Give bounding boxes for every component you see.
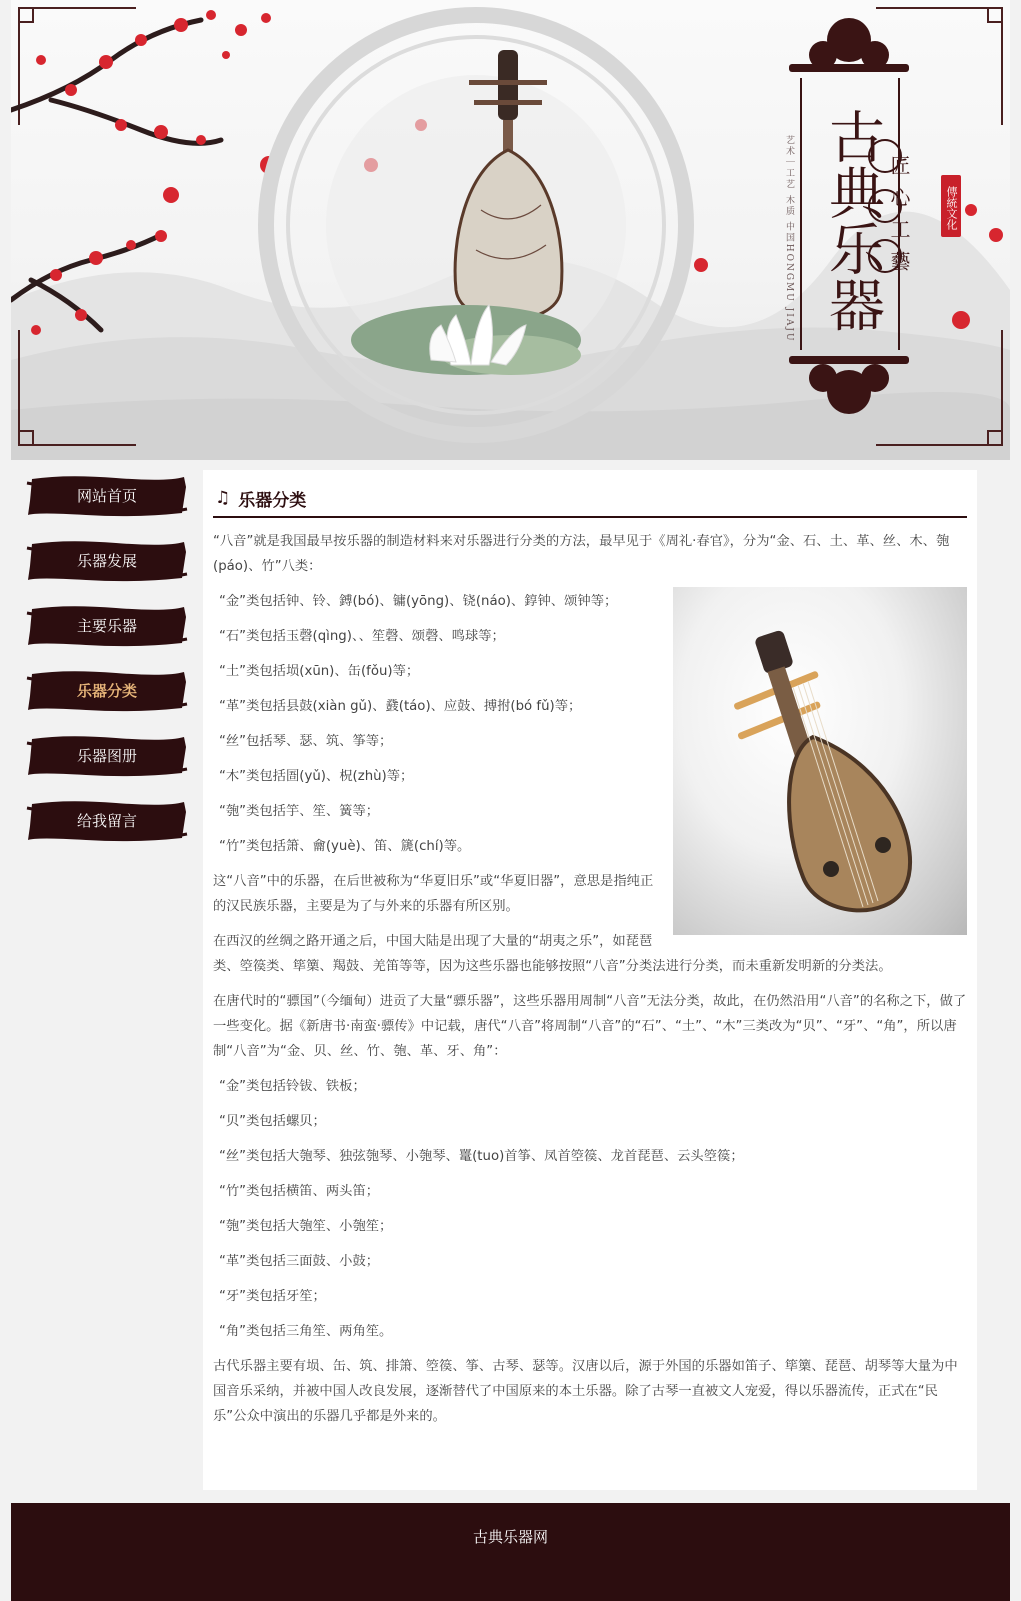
music-note-icon: ♫ — [215, 488, 231, 508]
tang-item-bamboo: “竹”类包括横笛、两头笛； — [219, 1184, 380, 1199]
header-banner — [11, 0, 1010, 460]
tang-item-ivory: “牙”类包括牙笙； — [219, 1289, 326, 1304]
section-title: 乐器分类 — [238, 490, 307, 511]
bayin-item-earth: “土”类包括埙(xūn)、缶(fǒu)等； — [219, 664, 420, 679]
tang-item-shell: “贝”类包括螺贝； — [219, 1114, 326, 1129]
red-seal-stamp: 傳統文化 — [941, 175, 961, 237]
brand-block — [784, 20, 911, 440]
sidebar-item-label: 给我留言 — [76, 812, 137, 830]
sidebar-item-label: 乐器图册 — [76, 747, 137, 765]
article-body — [213, 529, 967, 1429]
bayin-item-gourd: “匏”类包括竽、笙、簧等； — [219, 804, 380, 819]
sidebar-item-guestbook[interactable] — [26, 798, 188, 844]
sidebar-item-label: 主要乐器 — [76, 617, 137, 635]
sidebar-item-main-instruments[interactable] — [26, 603, 188, 649]
bayin-item-stone: “石”类包括玉磬(qìng)、、笙磬、颂磬、鸣球等； — [219, 629, 505, 644]
paragraph-tang: 在唐代时的“骠国”（今缅甸）进贡了大量“骠乐器”，这些乐器用周制“八音”无法分类，故此，在仍然沿用“八音”的名称之下，做了一些变化。据《新唐书·南蛮·骠传》中记载，唐代“八音”将周制“八音”的“石”、“土”、“木”三类改为“贝”、“牙”、“角”，所以唐制“八音”为“金、贝、丝、竹、匏、革、牙、角”： — [213, 994, 967, 1059]
site-logo-title: 古典乐器 — [820, 108, 885, 332]
pipa-photo — [673, 587, 967, 935]
bayin-item-silk: “丝”包括琴、瑟、筑、筝等； — [219, 734, 393, 749]
bayin-item-metal: “金”类包括钟、铃、鎛(bó)、镛(yōng)、铙(náo)、錞钟、颂钟等； — [219, 594, 618, 609]
sidebar-item-gallery[interactable] — [26, 733, 188, 779]
sidebar-item-label: 乐器分类 — [76, 682, 137, 700]
paragraph-huaxia: 这“八音”中的乐器，在后世被称为“华夏旧乐”或“华夏旧器”，意思是指纯正的汉民族乐器，主要是为了与外来的乐器有所区别。 — [213, 874, 654, 914]
site-logo-subtitle: 匠心工藝 — [887, 155, 911, 283]
bayin-item-bamboo: “竹”类包括箫、龠(yuè)、笛、篪(chí)等。 — [219, 839, 471, 854]
bayin-item-wood: “木”类包括圄(yǔ)、柷(zhù)等； — [219, 769, 414, 784]
paragraph-silk-road: 在西汉的丝绸之路开通之后，中国大陆是出现了大量的“胡夷之乐”，如琵琶类、箜篌类、筚篥、羯鼓、羌笛等等，因为这些乐器也能够按照“八音”分类法进行分类，而未重新发明新的分类法。 — [213, 934, 892, 974]
tang-item-silk: “丝”类包括大匏琴、独弦匏琴、小匏琴、鼍(tuo)首筝、凤首箜篌、龙首琵琶、云头箜篌； — [219, 1149, 744, 1164]
bayin-item-leather: “革”类包括县鼓(xiàn gǔ)、鼗(táo)、应鼓、搏拊(bó fǔ)等； — [219, 699, 582, 714]
sidebar-item-label: 网站首页 — [76, 487, 137, 505]
section-header — [213, 480, 967, 518]
tang-item-metal: “金”类包括铃钹、铁板； — [219, 1079, 366, 1094]
sidebar-item-development[interactable] — [26, 538, 188, 584]
sidebar-item-classification[interactable] — [26, 668, 188, 714]
sidebar-item-home[interactable] — [26, 473, 188, 519]
pipa-illustration — [673, 587, 967, 935]
site-footer — [11, 1503, 1010, 1601]
site-logo-sidetext: 艺术｜工艺 木质 中国HONGMU JIAJU — [784, 135, 794, 343]
main-content — [203, 470, 977, 1490]
paragraph-conclusion: 古代乐器主要有埙、缶、筑、排箫、箜篌、筝、古琴、瑟等。汉唐以后，源于外国的乐器如笛子、筚篥、琵琶、胡琴等大量为中国音乐采纳，并被中国人改良发展，逐渐替代了中国原来的本土乐器。除了古琴一直被文人宠爱，得以乐器流传，正式在“民乐”公众中演出的乐器几乎都是外来的。 — [213, 1359, 958, 1424]
tang-item-gourd: “匏”类包括大匏笙、小匏笙； — [219, 1219, 393, 1234]
intro-paragraph: “八音”就是我国最早按乐器的制造材料来对乐器进行分类的方法，最早见于《周礼·春官》，分为“金、石、土、革、丝、木、匏(páo)、竹”八类： — [213, 534, 950, 574]
sidebar-nav — [26, 473, 188, 863]
footer-text: 古典乐器网 — [472, 1528, 548, 1546]
sidebar-item-label: 乐器发展 — [76, 552, 137, 570]
tang-item-leather: “革”类包括三面鼓、小鼓； — [219, 1254, 380, 1269]
tang-item-horn: “角”类包括三角笙、两角笙。 — [219, 1324, 393, 1339]
